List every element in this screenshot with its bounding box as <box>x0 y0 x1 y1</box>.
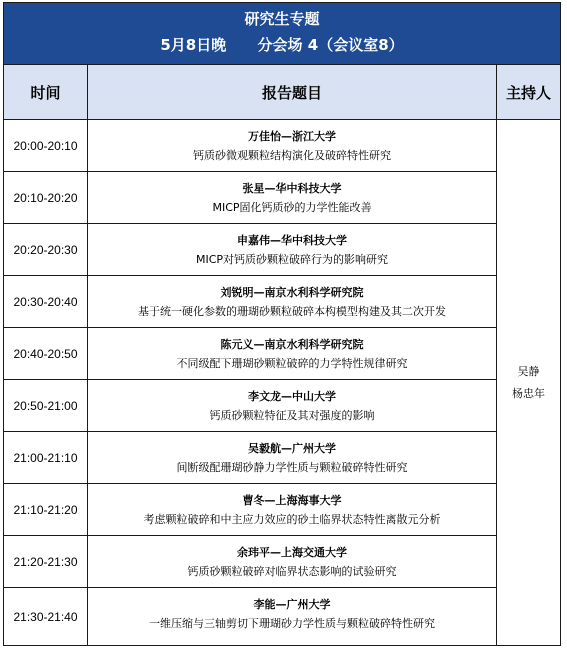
talk-cell <box>88 120 497 171</box>
column-header-time: 时间 <box>4 65 88 120</box>
host-name: 杨忠年 <box>512 386 545 400</box>
time-slot: 20:40-20:50 <box>4 328 88 379</box>
table-row <box>4 484 497 536</box>
time-slot: 21:30-21:40 <box>4 588 88 645</box>
table-row <box>4 172 497 224</box>
speaker: 万佳怡—浙江大学 <box>248 130 336 143</box>
host-name: 吴静 <box>517 364 540 378</box>
session-title: 研究生专题 <box>244 10 320 28</box>
speaker: 李能—广州大学 <box>253 598 331 611</box>
talk-title: 钙质砂颗粒破碎对临界状态影响的试验研究 <box>187 565 397 578</box>
talk-cell <box>88 172 497 223</box>
talk-cell <box>88 484 497 535</box>
time-slot: 20:50-21:00 <box>4 380 88 431</box>
talk-cell <box>88 276 497 327</box>
table-row <box>4 380 497 432</box>
speaker: 张星—华中科技大学 <box>242 182 342 195</box>
talk-cell <box>88 432 497 483</box>
talk-title: 间断级配珊瑚砂静力学性质与颗粒破碎特性研究 <box>176 461 408 474</box>
time-slot: 20:00-20:10 <box>4 120 88 171</box>
table-row <box>4 328 497 380</box>
talk-title: 钙质砂颗粒特征及其对强度的影响 <box>209 409 375 422</box>
talk-title: 一维压缩与三轴剪切下珊瑚砂力学性质与颗粒破碎特性研究 <box>149 617 435 630</box>
time-slot: 20:30-20:40 <box>4 276 88 327</box>
talk-title: 考虑颗粒破碎和中主应力效应的砂土临界状态特性离散元分析 <box>143 513 441 526</box>
session-info: 5月8日晚 分会场 4（会议室8） <box>160 36 404 54</box>
talk-cell <box>88 224 497 275</box>
speaker: 刘锐明—南京水利科学研究院 <box>220 286 364 299</box>
time-slot: 20:20-20:30 <box>4 224 88 275</box>
talk-cell <box>88 536 497 587</box>
host-cell <box>497 120 560 645</box>
talk-cell <box>88 380 497 431</box>
time-slot: 21:00-21:10 <box>4 432 88 483</box>
talk-title: 基于统一硬化参数的珊瑚砂颗粒破碎本构模型构建及其二次开发 <box>138 305 446 318</box>
talk-title: 钙质砂微观颗粒结构演化及破碎特性研究 <box>193 149 391 162</box>
table-row <box>4 588 497 645</box>
talk-title: 不同级配下珊瑚砂颗粒破碎的力学特性规律研究 <box>176 357 408 370</box>
time-slot: 20:10-20:20 <box>4 172 88 223</box>
talk-title: MICP对钙质砂颗粒破碎行为的影响研究 <box>195 253 389 266</box>
table-row <box>4 432 497 484</box>
speaker: 余玮平—上海交通大学 <box>237 546 347 559</box>
talk-cell <box>88 328 497 379</box>
speaker: 曹冬—上海海事大学 <box>242 494 342 507</box>
column-header-title: 报告题目 <box>88 65 497 120</box>
table-row <box>4 120 497 172</box>
time-slot: 21:20-21:30 <box>4 536 88 587</box>
schedule-table <box>3 2 561 646</box>
talk-cell <box>88 588 497 645</box>
session-banner <box>4 3 560 65</box>
speaker: 李文龙—中山大学 <box>248 390 336 403</box>
speaker: 陈元义—南京水利科学研究院 <box>220 338 364 351</box>
table-row <box>4 224 497 276</box>
talk-title: MICP固化钙质砂的力学性能改善 <box>212 201 372 214</box>
speaker: 申嘉伟—华中科技大学 <box>237 234 347 247</box>
column-header-host: 主持人 <box>497 65 560 120</box>
table-row <box>4 276 497 328</box>
speaker: 吴毅航—广州大学 <box>248 442 336 455</box>
time-slot: 21:10-21:20 <box>4 484 88 535</box>
table-row <box>4 536 497 588</box>
